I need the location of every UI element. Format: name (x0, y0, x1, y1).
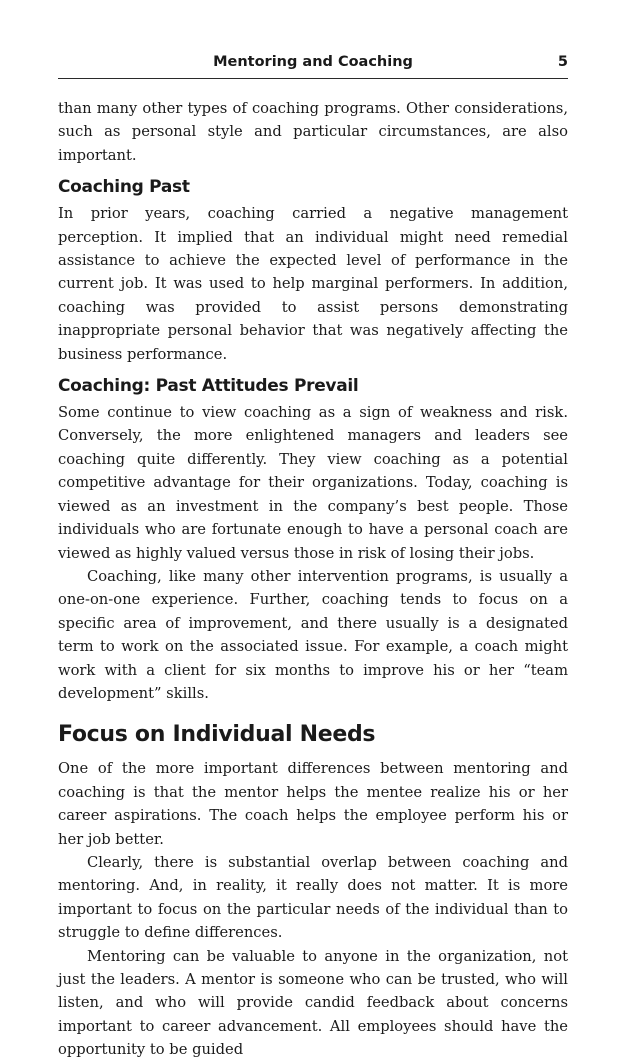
running-title: Mentoring and Coaching (213, 54, 413, 70)
past-attitudes-paragraph-2: Coaching, like many other intervention programs, is usually a one-on-one experience. Further, coaching tends to focus on a specific area of improvement, and there usually is a designated term to work on the associated issue. For example, a coach might work with a client for six months to improve his or her “team development” skills. (58, 567, 568, 702)
heading-focus-individual-needs: Focus on Individual Needs (58, 722, 376, 748)
page-number: 5 (557, 54, 568, 70)
book-page (58, 50, 568, 1062)
focus-paragraph-3: Mentoring can be valuable to anyone in the organization, not just the leaders. A mentor is someone who can be trusted, who will listen, and who will provide candid feedback about concerns important to career advancement. All employees should have the opportunity to be guided (58, 947, 568, 1059)
past-attitudes-paragraph-1: Some continue to view coaching as a sign of weakness and risk. Conversely, the more enlightened managers and leaders see coaching quite differently. They view coaching as a potential competitive advantage for their organizations. Today, coaching is viewed as an investment in the company’s best people. Those individuals who are fortunate enough to have a personal coach are viewed as highly valued versus those in risk of losing their jobs. (58, 404, 568, 562)
heading-coaching-past: Coaching Past (58, 177, 190, 198)
running-header (58, 50, 568, 79)
coaching-past-paragraph-1: In prior years, coaching carried a negative management perception. It implied that an individual might need remedial assistance to achieve the expected level of performance in the current job. It was used to help marginal performers. In addition, coaching was provided to assist persons demonstrating inappropriate personal behavior that was negatively affecting the business performance. (58, 205, 568, 363)
focus-paragraph-1: One of the more important differences between mentoring and coaching is that the mentor helps the mentee realize his or her career aspirations. The coach helps the employee perform his or her job better. (58, 760, 568, 848)
heading-past-attitudes: Coaching: Past Attitudes Prevail (58, 376, 359, 397)
page-body (58, 97, 568, 1062)
focus-paragraph-2: Clearly, there is substantial overlap between coaching and mentoring. And, in reality, it really does not matter. It is more important to focus on the particular needs of the individual than to struggle to define differences. (58, 853, 568, 942)
intro-paragraph: than many other types of coaching programs. Other considerations, such as personal style and particular circumstances, are also important. (58, 100, 568, 164)
